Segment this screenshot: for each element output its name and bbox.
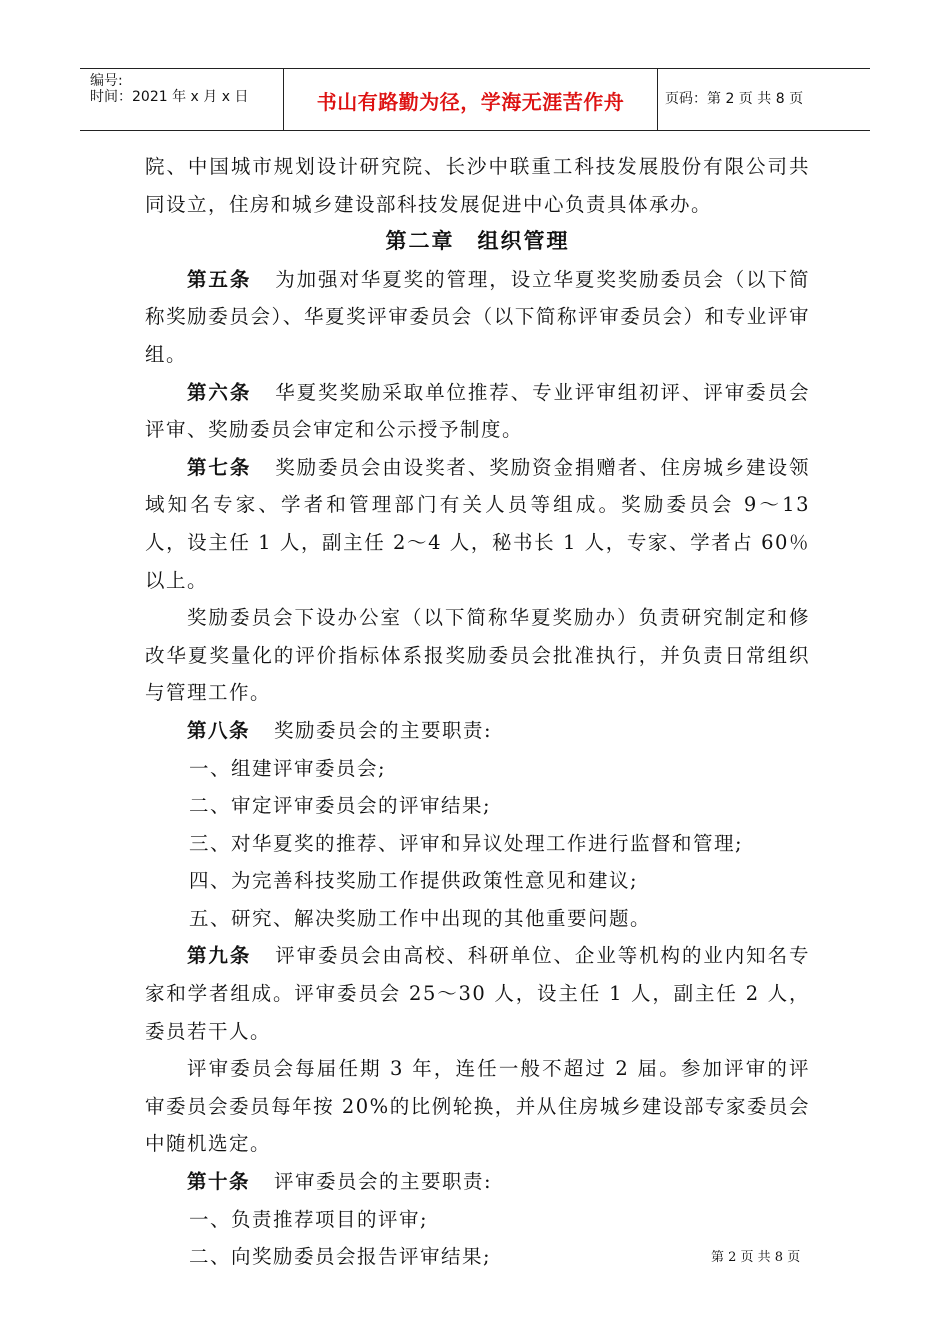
chapter-heading: 第二章 组织管理 [385,229,570,254]
list-item: 四、为完善科技奖励工作提供政策性意见和建议; [189,869,639,893]
list-item: 二、审定评审委员会的评审结果; [189,794,492,818]
article-9 [145,937,810,1050]
article-text: 为加强对华夏奖的管理，设立华夏奖奖励委员会（以下简称奖励委员会）、华夏奖评审委员会（以下简称评审委员会）和专业评审组。 [145,267,810,366]
list-item: 二、向奖励委员会报告评审结果; [189,1245,492,1269]
list-item: 一、组建评审委员会; [189,756,387,780]
article-6 [145,374,810,449]
list-item: 五、研究、解决奖励工作中出现的其他重要问题。 [189,906,652,930]
article-label: 第六条 [187,380,252,404]
article-label: 第五条 [187,267,252,291]
article-7-paragraph-2: 奖励委员会下设办公室（以下简称华夏奖励办）负责研究制定和修改华夏奖量化的评价指标体系报奖励委员会批准执行，并负责日常组织与管理工作。 [145,606,810,705]
article-8 [145,712,810,750]
article-5 [145,261,810,374]
article-label: 第十条 [187,1170,251,1194]
document-body [145,148,810,1276]
header-page-number: 页码：第 2 页 共 8 页 [665,91,804,107]
document-number-label: 编号: [90,73,123,89]
article-text: 奖励委员会的主要职责: [274,718,493,742]
header-page-cell [657,69,870,130]
document-header [80,68,870,131]
article-text: 奖励委员会由设奖者、奖励资金捐赠者、住房城乡建设领域知名专家、学者和管理部门有关人员等组成。奖励委员会 9～13 人，设主任 1 人，副主任 2～4 人，秘书长 1 人，专家、学者占 60％以上。 [145,455,810,592]
header-meta-cell [80,69,283,130]
paragraph-continuation: 院、中国城市规划设计研究院、长沙中联重工科技发展股份有限公司共同设立，住房和城乡建设部科技发展促进中心负责具体承办。 [145,155,810,216]
article-9-paragraph-2: 评审委员会每届任期 3 年，连任一般不超过 2 届。参加评审的评审委员会委员每年按 20%的比例轮换，并从住房城乡建设部专家委员会中随机选定。 [145,1057,810,1156]
article-7 [145,449,810,599]
article-text: 评审委员会的主要职责: [274,1170,493,1194]
article-label: 第八条 [187,718,251,742]
header-motto: 书山有路勤为径，学海无涯苦作舟 [316,90,625,114]
list-item: 三、对华夏奖的推荐、评审和异议处理工作进行监督和管理; [189,831,744,855]
article-text: 华夏奖奖励采取单位推荐、专业评审组初评、评审委员会评审、奖励委员会审定和公示授予制度。 [145,380,810,442]
article-text: 评审委员会由高校、科研单位、企业等机构的业内知名专家和学者组成。评审委员会 25～30 人，设主任 1 人，副主任 2 人，委员若干人。 [145,944,810,1043]
article-label: 第七条 [187,455,252,479]
list-item: 一、负责推荐项目的评审; [189,1207,429,1231]
article-label: 第九条 [187,944,252,968]
header-motto-cell [283,69,658,130]
document-date: 时间：2021 年 x 月 x 日 [90,89,249,105]
footer-page-number: 第 2 页 共 8 页 [711,1250,801,1265]
article-10 [145,1163,810,1201]
